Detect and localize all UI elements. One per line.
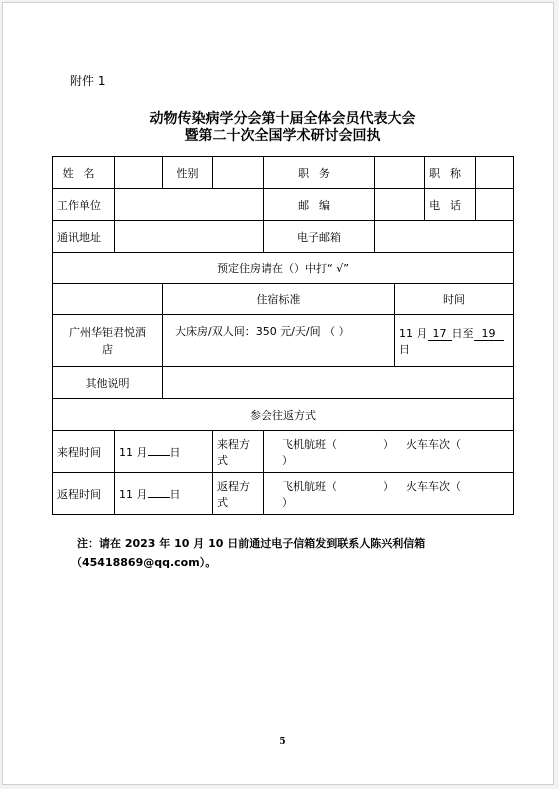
title-line-2: 暨第二十次全国学术研讨会回执 [184, 128, 381, 144]
arrival-mode-label: 来程方式 [213, 431, 264, 473]
departure-mode-label: 返程方式 [213, 473, 264, 515]
phone-label: 电话 [425, 189, 476, 221]
postcode-label: 邮编 [264, 189, 375, 221]
gender-field[interactable] [213, 157, 264, 189]
departure-time-label: 返程时间 [53, 473, 115, 515]
email-field[interactable] [375, 221, 514, 253]
arrival-mode-options[interactable]: 飞机航班（ ） 火车车次（） [264, 431, 514, 473]
room-type-option[interactable]: 大床房/双人间：350 元/天/间 （ ） [163, 315, 395, 367]
other-label: 其他说明 [53, 367, 163, 399]
note-line-2: （45418869@qq.com）。 [71, 556, 217, 569]
note-line-1: 注：请在 2023 年 10 月 10 日前通过电子信箱发到联系人陈兴利信箱 [77, 537, 426, 550]
postcode-field[interactable] [375, 189, 425, 221]
rank-field[interactable] [476, 157, 514, 189]
accommodation-header: 住宿标准 [163, 284, 395, 315]
departure-date[interactable]: 11 月 日 [115, 473, 213, 515]
note [71, 534, 513, 572]
title-line-1: 动物传染病学分会第十届全体会员代表大会 [149, 111, 416, 127]
rank-label: 职称 [425, 157, 476, 189]
stay-day-from[interactable]: 17 [428, 327, 452, 341]
hotel-name: 广州华钜君悦酒店 [53, 315, 163, 367]
arrival-date[interactable]: 11 月 日 [115, 431, 213, 473]
document-page [2, 2, 554, 785]
time-header: 时间 [395, 284, 514, 315]
departure-mode-options[interactable]: 飞机航班（ ） 火车车次（） [264, 473, 514, 515]
attachment-label: 附件 1 [70, 74, 106, 88]
travel-header: 参会往返方式 [53, 399, 514, 431]
position-label: 职务 [264, 157, 375, 189]
arrival-time-label: 来程时间 [53, 431, 115, 473]
name-label: 姓名 [53, 157, 115, 189]
address-field[interactable] [115, 221, 264, 253]
registration-form [52, 156, 514, 515]
page-number: 5 [279, 737, 286, 747]
blank-header-cell [53, 284, 163, 315]
stay-day-to[interactable]: 19 [474, 327, 504, 341]
position-field[interactable] [375, 157, 425, 189]
booking-instruction: 预定住房请在（）中打“ √” [53, 253, 514, 284]
workplace-label: 工作单位 [53, 189, 115, 221]
workplace-field[interactable] [115, 189, 264, 221]
name-field[interactable] [115, 157, 163, 189]
address-label: 通讯地址 [53, 221, 115, 253]
gender-label: 性别 [163, 157, 213, 189]
email-label: 电子邮箱 [264, 221, 375, 253]
phone-field[interactable] [476, 189, 514, 221]
other-field[interactable] [163, 367, 514, 399]
stay-dates: 11 月 17 日至 19日 [395, 315, 514, 367]
